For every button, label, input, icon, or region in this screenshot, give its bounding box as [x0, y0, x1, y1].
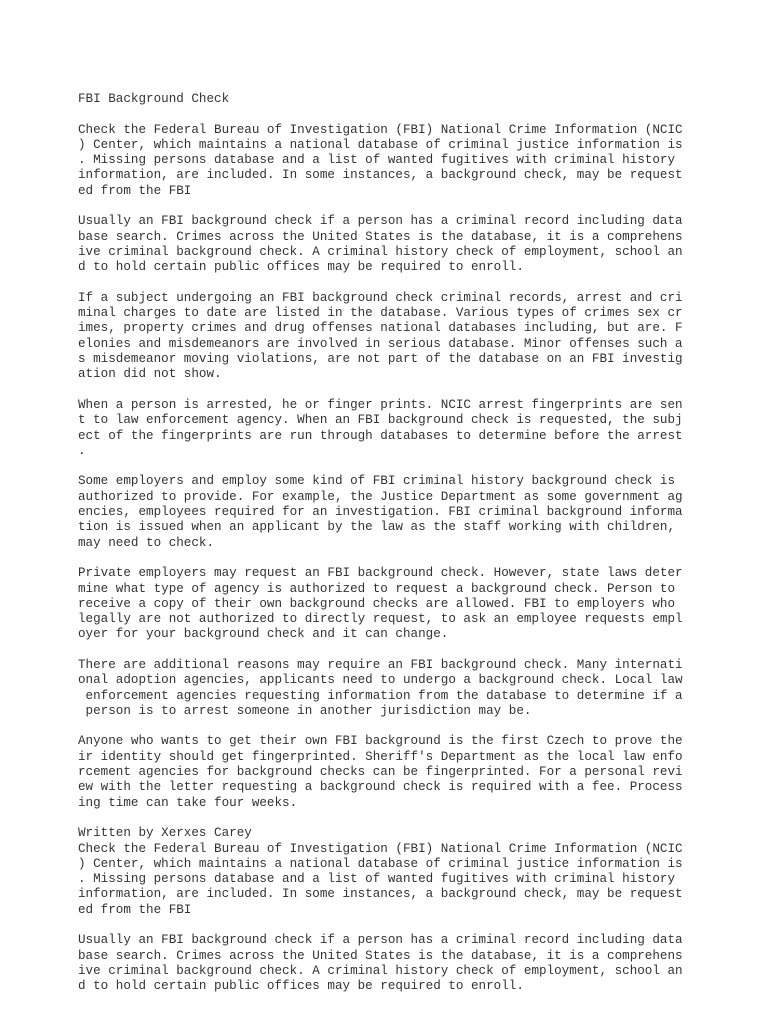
- text-line: Anyone who wants to get their own FBI background is the first Czech to prove the: [78, 734, 683, 749]
- paragraph-gap: [78, 107, 728, 122]
- text-line: receive a copy of their own background checks are allowed. FBI to employers who: [78, 596, 676, 611]
- text-line: may need to check.: [78, 535, 215, 550]
- text-line: person is to arrest someone in another jurisdiction may be.: [78, 703, 532, 718]
- paragraph-9: [78, 826, 728, 918]
- paragraph-gap: [78, 383, 728, 398]
- text-line: legally are not authorized to directly request, to ask an employee requests empl: [78, 612, 683, 627]
- text-line: ect of the fingerprints are run through databases to determine before the arrest: [78, 428, 683, 443]
- text-line: When a person is arrested, he or finger prints. NCIC arrest fingerprints are sen: [78, 397, 683, 412]
- text-line: Check the Federal Bureau of Investigation (FBI) National Crime Information (NCIC: [78, 841, 683, 856]
- text-line: elonies and misdemeanors are involved in serious database. Minor offenses such a: [78, 336, 683, 351]
- text-line: Private employers may request an FBI background check. However, state laws deter: [78, 566, 683, 581]
- author-line: Written by Xerxes Carey: [78, 826, 252, 841]
- text-line: ive criminal background check. A criminal history check of employment, school an: [78, 963, 683, 978]
- paragraph-5: [78, 474, 728, 550]
- paragraph-gap: [78, 199, 728, 214]
- text-line: ation did not show.: [78, 367, 222, 382]
- text-line: Check the Federal Bureau of Investigation (FBI) National Crime Information (NCIC: [78, 122, 683, 137]
- text-line: information, are included. In some instances, a background check, may be request: [78, 887, 683, 902]
- paragraph-gap: [78, 551, 728, 566]
- text-line: Usually an FBI background check if a person has a criminal record including data: [78, 933, 683, 948]
- paragraph-2: [78, 214, 728, 275]
- paragraph-3: [78, 291, 728, 383]
- paragraph-1: [78, 123, 728, 199]
- text-line: ir identity should get fingerprinted. Sheriff's Department as the local law enfo: [78, 749, 683, 764]
- text-line: ed from the FBI: [78, 902, 192, 917]
- text-line: rcement agencies for background checks can be fingerprinted. For a personal revi: [78, 765, 683, 780]
- text-line: authorized to provide. For example, the Justice Department as some government ag: [78, 489, 683, 504]
- text-line: ) Center, which maintains a national database of criminal justice information is: [78, 137, 683, 152]
- text-line: base search. Crimes across the United States is the database, it is a comprehens: [78, 229, 683, 244]
- paragraph-8: [78, 734, 728, 810]
- text-line: mine what type of agency is authorized to request a background check. Person to: [78, 581, 676, 596]
- text-line: tion is issued when an applicant by the law as the staff working with children,: [78, 520, 676, 535]
- text-line: . Missing persons database and a list of wanted fugitives with criminal history: [78, 153, 676, 168]
- paragraph-gap: [78, 643, 728, 658]
- document-page: [78, 92, 728, 995]
- paragraph-6: [78, 566, 728, 642]
- text-line: . Missing persons database and a list of wanted fugitives with criminal history: [78, 872, 676, 887]
- text-line: minal charges to date are listed in the database. Various types of crimes sex cr: [78, 306, 683, 321]
- text-line: ) Center, which maintains a national database of criminal justice information is: [78, 856, 683, 871]
- text-line: If a subject undergoing an FBI background check criminal records, arrest and cri: [78, 290, 683, 305]
- text-line: enforcement agencies requesting information from the database to determine if a: [78, 688, 683, 703]
- text-line: imes, property crimes and drug offenses national databases including, but are. F: [78, 321, 683, 336]
- text-line: Usually an FBI background check if a person has a criminal record including data: [78, 214, 683, 229]
- text-line: oyer for your background check and it can change.: [78, 627, 449, 642]
- text-line: d to hold certain public offices may be required to enroll.: [78, 979, 524, 994]
- paragraph-10: [78, 933, 728, 994]
- paragraph-7: [78, 658, 728, 719]
- text-line: ew with the letter requesting a background check is required with a fee. Process: [78, 780, 683, 795]
- paragraph-gap: [78, 719, 728, 734]
- text-line: ive criminal background check. A criminal history check of employment, school an: [78, 244, 683, 259]
- paragraph-gap: [78, 459, 728, 474]
- text-line: base search. Crimes across the United States is the database, it is a comprehens: [78, 948, 683, 963]
- text-line: There are additional reasons may require an FBI background check. Many internati: [78, 657, 683, 672]
- text-line: Some employers and employ some kind of FBI criminal history background check is: [78, 474, 676, 489]
- paragraph-gap: [78, 918, 728, 933]
- document-title: FBI Background Check: [78, 92, 230, 106]
- paragraph-gap: [78, 276, 728, 291]
- text-line: .: [78, 443, 86, 458]
- text-line: onal adoption agencies, applicants need to undergo a background check. Local law: [78, 673, 683, 688]
- text-line: s misdemeanor moving violations, are not part of the database on an FBI investig: [78, 352, 683, 367]
- text-line: ed from the FBI: [78, 183, 192, 198]
- text-line: ing time can take four weeks.: [78, 795, 298, 810]
- paragraph-4: [78, 398, 728, 459]
- text-line: t to law enforcement agency. When an FBI background check is requested, the subj: [78, 413, 683, 428]
- text-line: information, are included. In some instances, a background check, may be request: [78, 168, 683, 183]
- paragraph-gap: [78, 811, 728, 826]
- text-line: d to hold certain public offices may be required to enroll.: [78, 260, 524, 275]
- text-line: encies, employees required for an investigation. FBI criminal background informa: [78, 505, 683, 520]
